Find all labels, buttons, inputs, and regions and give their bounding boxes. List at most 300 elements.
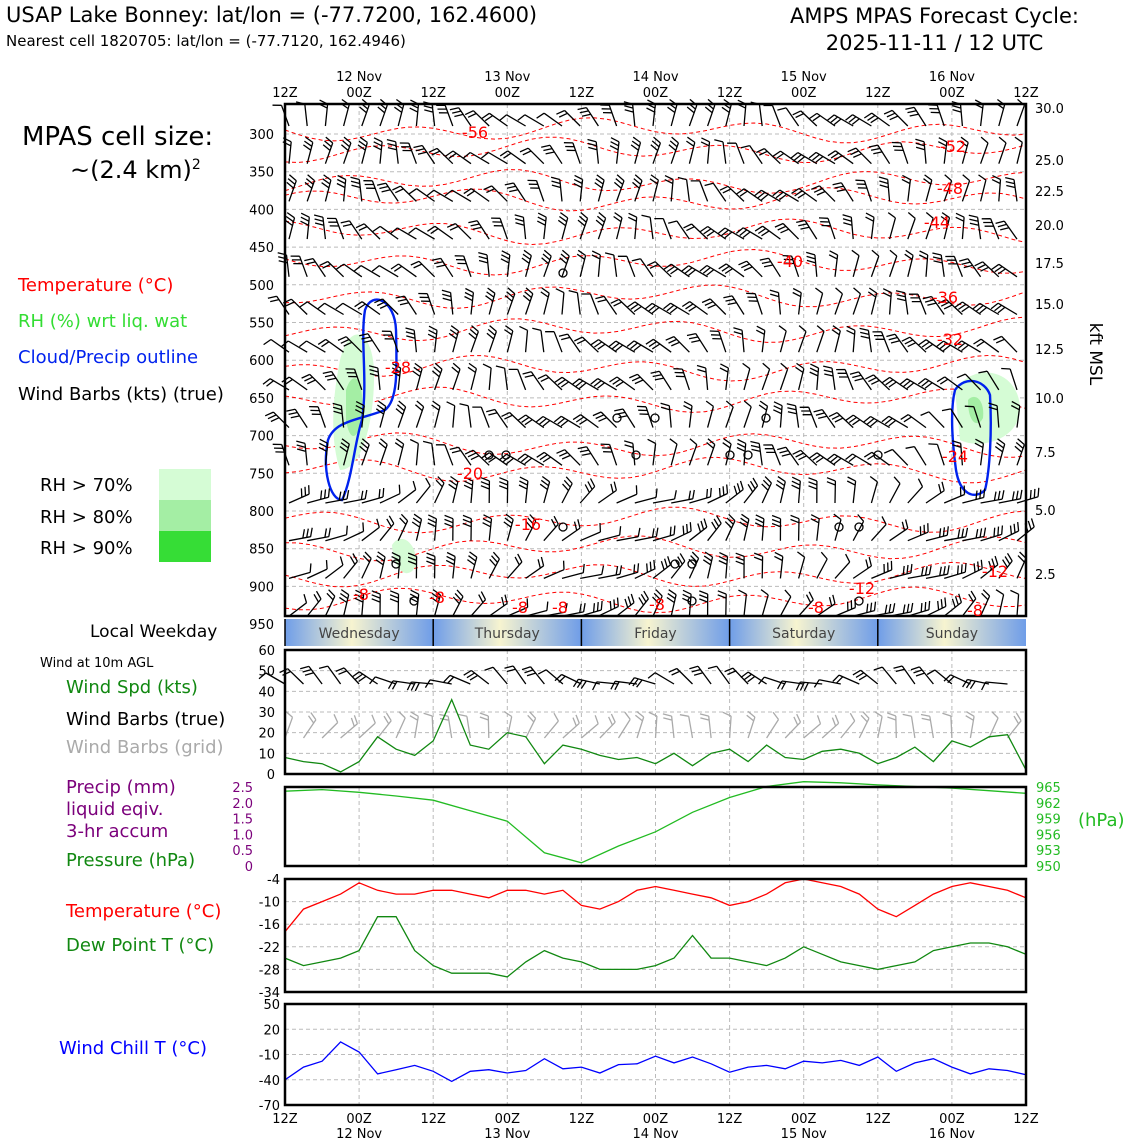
wind-barb <box>319 439 328 465</box>
wind-barb <box>436 105 453 126</box>
wind-barb <box>617 485 637 503</box>
wind-barb <box>966 712 974 738</box>
wind-barb <box>772 516 780 541</box>
wind-barb <box>928 105 944 126</box>
legend-rh90-label: RH > 90% <box>40 538 133 559</box>
pressure-tick-label: 600 <box>249 354 274 370</box>
wind-barb <box>815 288 822 315</box>
wind-barb <box>737 189 763 202</box>
wind-barb <box>468 363 476 390</box>
top-time-tick: 00Z <box>346 86 372 101</box>
weekday-name: Saturday <box>772 626 836 642</box>
height-axis-title: kft MSL <box>1085 322 1105 386</box>
wind-barb <box>519 477 528 503</box>
wind-barb <box>289 563 311 578</box>
wind-barb <box>905 107 926 126</box>
pressure-tick-label: 962 <box>1036 796 1061 812</box>
wind-barb <box>379 439 387 466</box>
wind-barb <box>424 713 434 738</box>
wind-barb <box>302 374 326 390</box>
wind-barb <box>574 175 583 201</box>
wind-barb <box>526 602 548 617</box>
wind-barb <box>871 516 886 540</box>
wind-barb <box>817 326 824 353</box>
wind-barb <box>982 682 1008 690</box>
weekday-name: Wednesday <box>318 626 400 642</box>
wind-barb <box>755 515 764 541</box>
wind-barb <box>689 552 699 578</box>
cell-size-label: MPAS cell size: <box>22 122 214 152</box>
wind-barb <box>982 219 999 239</box>
pressure-tick-label: 700 <box>249 429 274 445</box>
contour-label: -8 <box>552 598 568 617</box>
temperature-tick-label: -10 <box>258 895 280 911</box>
wind-barb <box>779 326 786 353</box>
wind-barb <box>666 337 690 353</box>
contour-label: -8 <box>649 595 665 614</box>
wind-barb <box>522 667 544 684</box>
wind-barb <box>761 590 768 617</box>
cell-size-exponent: 2 <box>191 157 201 173</box>
wind-barb <box>756 326 765 352</box>
wind-barb <box>278 253 289 277</box>
wind-barb <box>702 299 726 315</box>
wind-barb <box>743 363 750 390</box>
contour-label: -8 <box>967 601 983 620</box>
wind-barb <box>836 370 853 390</box>
wind-barb <box>372 591 381 616</box>
wind-barb <box>999 137 1006 164</box>
wind-barb <box>509 369 526 390</box>
wind-barb <box>515 215 526 239</box>
wind-barb <box>667 590 676 616</box>
bottom-time-tick: 12Z <box>272 1112 298 1127</box>
wind-barb <box>415 401 423 428</box>
wind-barb <box>884 450 908 466</box>
wind-barb <box>710 331 726 352</box>
contour-label: -12 <box>981 562 1009 581</box>
wind-barb <box>785 714 800 738</box>
wind-barb <box>981 526 1003 541</box>
wind-barb <box>633 175 643 202</box>
wind-barb <box>427 190 453 201</box>
wind-barb <box>855 180 871 201</box>
top-date-label: 13 Nov <box>484 70 531 85</box>
wind-barb <box>344 554 358 579</box>
wind-barb <box>363 181 380 202</box>
wind-barb <box>446 553 455 579</box>
top-date-label: 12 Nov <box>336 70 383 85</box>
wind-barb <box>800 407 817 427</box>
wind-barb <box>720 364 729 390</box>
wind-barb <box>733 328 744 352</box>
wind-barb <box>992 176 1000 202</box>
wind-barb <box>545 332 562 353</box>
pressure-tick-label: 950 <box>249 618 274 634</box>
wind-barb <box>541 288 549 315</box>
contour-label: -56 <box>461 123 489 142</box>
wind-barb <box>273 105 290 126</box>
top-time-tick: 12Z <box>272 86 298 101</box>
wind-barb <box>739 261 763 277</box>
wind-barb <box>1017 488 1039 503</box>
pressure-tick-label: 953 <box>1036 844 1061 860</box>
wind-barb <box>924 175 932 202</box>
wind-barb <box>289 485 309 503</box>
wind-barb <box>580 479 595 504</box>
wind-barb <box>903 714 915 738</box>
bottom-time-tick: 12Z <box>716 1112 743 1127</box>
pressure-tick-label: 900 <box>249 580 274 596</box>
bottom-time-tick: 12Z <box>568 1112 595 1127</box>
wind-barb <box>635 489 657 504</box>
wind-10m-note: Wind at 10m AGL <box>40 656 154 671</box>
wind-barb <box>387 140 398 164</box>
wind-barb <box>706 401 713 428</box>
wind-barb <box>500 115 526 126</box>
wind-barb <box>663 714 674 738</box>
wind-barb <box>410 712 418 738</box>
wind-barb <box>780 363 787 390</box>
wind-barb <box>906 447 926 466</box>
wind-speed-tick-label: 10 <box>258 747 275 763</box>
wind-barb <box>780 590 790 616</box>
wind-barb <box>600 714 615 738</box>
temperature-label: Temperature (°C) <box>66 901 222 922</box>
pressure-tick-label: 950 <box>1036 860 1061 875</box>
wind-barb <box>446 151 471 164</box>
wind-barb <box>562 477 572 503</box>
wind-barb <box>460 404 472 428</box>
wind-barb <box>507 554 522 579</box>
wind-barb <box>487 326 497 353</box>
wind-barb <box>726 481 743 503</box>
wind-barb <box>377 183 398 201</box>
top-date-label: 16 Nov <box>928 70 975 85</box>
wind-barb <box>336 264 361 277</box>
wind-barb <box>580 601 602 616</box>
wind-barb <box>853 557 871 578</box>
wind-speed-tick-label: 50 <box>258 664 275 680</box>
wind-barb <box>304 259 325 277</box>
wind-barb <box>770 290 781 314</box>
wind-barb <box>993 336 1017 352</box>
bottom-date-label: 12 Nov <box>336 1127 383 1140</box>
contour-label: -12 <box>848 579 876 598</box>
wind-barb <box>902 175 911 201</box>
wind-barb <box>832 326 840 353</box>
wind-barb <box>806 252 817 276</box>
wind-barb <box>291 256 308 277</box>
pressure-tick-label: 850 <box>249 542 274 558</box>
wind-barb <box>814 410 835 428</box>
wind-barb <box>307 488 329 503</box>
wind-barb <box>942 713 952 738</box>
top-date-label: 15 Nov <box>780 70 827 85</box>
wind-barb <box>829 251 838 277</box>
wind-barb <box>754 553 763 578</box>
pressure-tick-label: 300 <box>249 128 274 143</box>
wind-barb <box>592 251 600 277</box>
wind-barb <box>285 213 294 240</box>
wind-barb <box>341 715 358 738</box>
top-time-tick: 12Z <box>865 86 891 101</box>
wind-barb <box>629 678 656 688</box>
wind-barb <box>689 488 711 503</box>
wind-barb <box>868 288 876 315</box>
wind-barb <box>464 671 489 685</box>
forecast-cycle-label: AMPS MPAS Forecast Cycle: <box>790 4 1079 28</box>
wind-barb <box>892 143 908 164</box>
wind-barb <box>776 477 785 503</box>
wind-barb <box>848 148 872 164</box>
wind-barb <box>689 439 696 466</box>
wind-barb <box>703 552 712 578</box>
wind-barb <box>595 175 604 202</box>
pressure-tick-label: 750 <box>249 467 274 483</box>
wind-barb <box>763 445 780 465</box>
wind-barb <box>853 670 878 684</box>
wind-barb <box>847 326 855 352</box>
wind-barb <box>362 552 371 578</box>
wind-barb <box>522 250 531 276</box>
wind-barb <box>423 102 434 126</box>
wind-barb <box>701 138 709 164</box>
wind-barb <box>908 479 923 503</box>
wind-barb <box>600 105 616 126</box>
precip-tick-label: 2.5 <box>232 781 253 796</box>
precip-tick-label: 0 <box>244 860 253 875</box>
wind-barb <box>523 288 533 315</box>
precip-tick-label: 1.0 <box>232 828 253 844</box>
wind-barb <box>809 478 817 503</box>
contour-label: -36 <box>931 288 959 307</box>
wind-barb <box>811 515 819 541</box>
height-tick-label: 20.0 <box>1035 219 1064 234</box>
wind-barb <box>651 371 672 390</box>
wind-barb <box>596 213 606 240</box>
wind-barb <box>890 520 908 541</box>
weekday-name: Friday <box>634 626 677 642</box>
wind-barb <box>373 226 398 239</box>
contour-label: -44 <box>923 213 951 232</box>
wind-barb <box>463 515 472 540</box>
wind-barb <box>480 713 489 738</box>
wind-barb <box>751 102 763 126</box>
wind-barb <box>374 299 398 315</box>
wind-barb <box>354 266 380 277</box>
calm-wind-circle <box>613 414 621 422</box>
wind-barb <box>1017 552 1026 578</box>
wind-barb <box>873 332 890 352</box>
wind-barbs-grid-label: Wind Barbs (grid) <box>66 737 224 758</box>
wind-barb <box>569 291 581 315</box>
wind-barb <box>491 218 507 239</box>
pressure-tick-label: 959 <box>1036 812 1061 828</box>
wind-barb <box>483 515 492 541</box>
wind-barb <box>482 453 508 466</box>
wind-barb <box>850 372 871 390</box>
wind-barb <box>591 340 617 353</box>
wind-barb <box>687 334 708 353</box>
wind-barb <box>337 176 346 202</box>
wind-barb <box>501 251 510 277</box>
wind-barb <box>648 439 656 465</box>
wind-barb <box>740 514 749 540</box>
wind-chill-tick-label: 50 <box>263 998 280 1013</box>
precip-label: Precip (mm) <box>66 777 176 798</box>
dewpoint-label: Dew Point T (°C) <box>66 935 215 956</box>
wind-barb <box>478 253 489 277</box>
wind-barb <box>793 289 802 315</box>
wind-barb <box>412 514 421 541</box>
wind-barb <box>624 102 635 126</box>
legend-wind-barbs: Wind Barbs (kts) (true) <box>18 384 224 405</box>
wind-barb <box>649 712 657 738</box>
contour-label: -20 <box>456 464 484 483</box>
wind-barb <box>673 369 689 390</box>
wind-barb <box>273 444 289 465</box>
wind-barb <box>289 528 312 541</box>
wind-barb <box>465 289 474 315</box>
wind-barb <box>921 412 945 428</box>
wind-barb <box>981 137 988 164</box>
wind-barb <box>847 477 855 503</box>
precip-panel-frame <box>285 787 1026 866</box>
bottom-date-label: 14 Nov <box>632 1127 679 1140</box>
wind-barb <box>827 478 836 503</box>
wind-barb <box>708 666 730 684</box>
wind-barb <box>890 477 900 503</box>
wind-barb <box>787 404 799 428</box>
wind-barb <box>664 264 690 277</box>
wind-barb <box>1005 178 1017 202</box>
wind-barb <box>390 228 416 239</box>
wind-barb <box>555 377 581 390</box>
wind-barb <box>678 178 690 202</box>
wind-barb <box>442 290 453 314</box>
wind-barb <box>582 294 599 315</box>
wind-barb <box>617 594 634 616</box>
wind-barb <box>1010 590 1018 616</box>
wind-barb <box>325 526 347 541</box>
wind-barb <box>563 715 579 738</box>
wind-chill-tick-label: -70 <box>258 1099 280 1114</box>
wind-barb <box>301 213 310 239</box>
precip-accum-label: 3-hr accum <box>66 821 169 842</box>
wind-barb <box>775 224 799 240</box>
wind-barb <box>319 666 341 684</box>
pressure-tick-label: 550 <box>249 316 274 332</box>
wind-barb <box>485 667 508 684</box>
station-title: USAP Lake Bonney: lat/lon = (-77.7200, 162.4600) <box>6 3 538 27</box>
wind-barb <box>819 218 835 239</box>
wind-barb <box>557 450 581 466</box>
wind-barb <box>541 145 562 163</box>
contour-label: -48 <box>936 179 964 198</box>
wind-barb <box>428 515 437 541</box>
height-tick-label: 7.5 <box>1035 446 1056 461</box>
dewpoint-line <box>285 917 1026 977</box>
height-tick-label: 10.0 <box>1035 392 1064 407</box>
top-time-tick: 00Z <box>939 86 965 101</box>
wind-barb <box>395 439 403 466</box>
wind-barb <box>544 561 564 579</box>
height-tick-label: 22.5 <box>1035 185 1064 200</box>
wind-barb <box>882 377 908 390</box>
wind-barb <box>300 302 325 315</box>
wind-barb <box>810 364 819 390</box>
wind-barb <box>455 256 471 277</box>
wind-barb <box>489 595 507 616</box>
wind-barb <box>598 526 620 541</box>
wind-barb <box>504 514 513 541</box>
wind-barb <box>725 514 735 540</box>
wind-barb <box>792 477 801 503</box>
bottom-time-tick: 00Z <box>642 1112 669 1127</box>
wind-barb <box>618 256 635 277</box>
height-tick-label: 25.0 <box>1035 154 1064 169</box>
wind-barb <box>556 111 580 127</box>
weekday-label: Local Weekday <box>90 622 218 642</box>
wind-barb <box>995 439 1004 466</box>
wind-barb <box>629 374 653 390</box>
wind-barb <box>996 590 1004 616</box>
wind-barb <box>520 148 544 164</box>
calm-wind-circle <box>559 523 567 531</box>
wind-barb <box>532 328 544 352</box>
height-tick-label: 30.0 <box>1035 102 1064 117</box>
wind-barb <box>841 713 855 738</box>
wind-barb <box>296 102 307 126</box>
wind-barb <box>564 143 580 164</box>
wind-chill-tick-label: -40 <box>258 1073 280 1089</box>
bottom-time-tick: 00Z <box>939 1112 965 1127</box>
wind-speed-label: Wind Spd (kts) <box>66 677 198 698</box>
wind-barb <box>796 221 817 240</box>
height-tick-label: 2.5 <box>1035 568 1056 583</box>
wind-barb <box>1015 439 1025 466</box>
wind-barb <box>496 366 508 390</box>
wind-barb <box>322 714 338 738</box>
wind-speed-tick-label: 40 <box>258 685 275 701</box>
weekday-name: Thursday <box>474 626 540 642</box>
wind-barb <box>409 189 434 202</box>
top-time-tick: 12Z <box>568 86 595 101</box>
contour-label: -40 <box>776 252 804 271</box>
temperature-tick-label: -22 <box>258 940 280 956</box>
wind-barb <box>911 667 933 684</box>
wind-barb <box>823 366 835 390</box>
wind-chill-label: Wind Chill T (°C) <box>59 1038 207 1059</box>
precip-tick-label: 1.5 <box>232 812 253 828</box>
wind-barb <box>505 288 515 315</box>
wind-barb <box>558 213 567 240</box>
wind-barb <box>744 401 751 428</box>
wind-barb <box>327 218 344 239</box>
bottom-date-label: 13 Nov <box>484 1127 531 1140</box>
top-date-label: 14 Nov <box>632 70 679 85</box>
pressure-tick-label: 965 <box>1036 781 1061 796</box>
pressure-tick-label: 500 <box>249 278 274 294</box>
top-time-tick: 00Z <box>642 86 669 101</box>
top-time-tick: 12Z <box>1013 86 1039 101</box>
top-time-tick: 00Z <box>790 86 817 101</box>
wind-barb <box>767 712 779 738</box>
wind-speed-tick-label: 60 <box>258 644 275 659</box>
wind-chill-tick-label: 20 <box>263 1023 280 1039</box>
bottom-date-label: 15 Nov <box>780 1127 827 1140</box>
